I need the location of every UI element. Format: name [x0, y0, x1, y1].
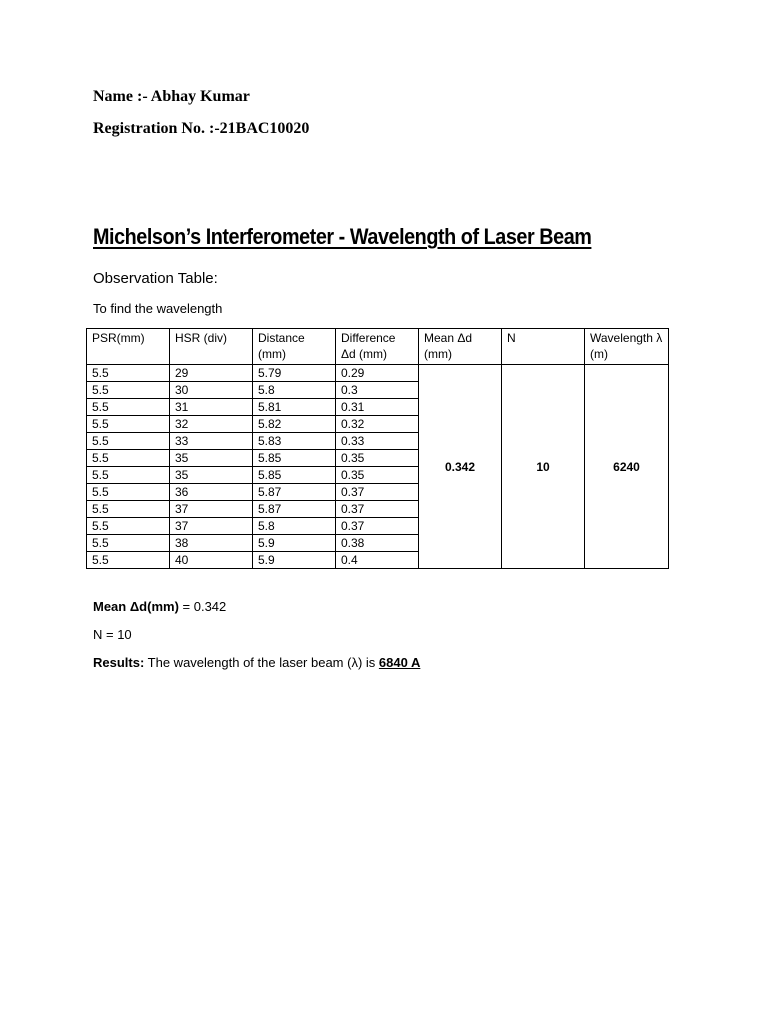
header-distance: Distance (mm) — [253, 329, 336, 365]
table-cell: 0.35 — [336, 467, 419, 484]
table-cell: 5.5 — [87, 450, 170, 467]
table-cell: 0.33 — [336, 433, 419, 450]
mean-value-cell: 0.342 — [419, 365, 502, 569]
table-cell: 5.83 — [253, 433, 336, 450]
wavelength-value-cell: 6240 — [585, 365, 669, 569]
objective-text: To find the wavelength — [93, 301, 223, 316]
table-cell: 5.5 — [87, 535, 170, 552]
table-cell: 5.81 — [253, 399, 336, 416]
table-cell: 5.5 — [87, 365, 170, 382]
table-cell: 5.8 — [253, 518, 336, 535]
table-cell: 30 — [170, 382, 253, 399]
header-n: N — [502, 329, 585, 365]
table-cell: 0.32 — [336, 416, 419, 433]
header-wavelength: Wavelength λ (m) — [585, 329, 669, 365]
table-cell: 5.8 — [253, 382, 336, 399]
table-row — [87, 365, 669, 382]
result-summary — [93, 655, 420, 670]
table-cell: 35 — [170, 467, 253, 484]
table-cell: 36 — [170, 484, 253, 501]
table-cell: 5.5 — [87, 433, 170, 450]
table-cell: 0.37 — [336, 518, 419, 535]
table-cell: 33 — [170, 433, 253, 450]
results-value: 6840 A — [378, 655, 421, 670]
table-cell: 5.5 — [87, 552, 170, 569]
table-cell: 37 — [170, 518, 253, 535]
table-cell: 5.5 — [87, 382, 170, 399]
results-text: The wavelength of the laser beam (λ) is — [144, 655, 379, 670]
n-summary: N = 10 — [93, 627, 132, 642]
table-cell: 0.4 — [336, 552, 419, 569]
table-cell: 5.85 — [253, 467, 336, 484]
table-cell: 0.37 — [336, 501, 419, 518]
table-cell: 5.9 — [253, 552, 336, 569]
table-cell: 5.5 — [87, 416, 170, 433]
table-cell: 38 — [170, 535, 253, 552]
table-cell: 5.9 — [253, 535, 336, 552]
table-cell: 5.82 — [253, 416, 336, 433]
n-value-cell: 10 — [502, 365, 585, 569]
table-cell: 35 — [170, 450, 253, 467]
mean-summary — [93, 599, 226, 614]
table-cell: 5.5 — [87, 467, 170, 484]
table-cell: 0.38 — [336, 535, 419, 552]
table-cell: 5.5 — [87, 484, 170, 501]
table-cell: 0.35 — [336, 450, 419, 467]
mean-summary-label: Mean Δd(mm) — [93, 599, 179, 614]
table-header-row — [87, 329, 669, 365]
table-cell: 5.87 — [253, 484, 336, 501]
header-difference: Difference Δd (mm) — [336, 329, 419, 365]
table-cell: 32 — [170, 416, 253, 433]
table-cell: 5.5 — [87, 518, 170, 535]
observation-heading: Observation Table: — [93, 270, 218, 287]
table-cell: 0.29 — [336, 365, 419, 382]
table-cell: 5.87 — [253, 501, 336, 518]
table-cell: 5.5 — [87, 399, 170, 416]
table-cell: 40 — [170, 552, 253, 569]
table-cell: 5.5 — [87, 501, 170, 518]
table-cell: 29 — [170, 365, 253, 382]
table-cell: 0.37 — [336, 484, 419, 501]
table-cell: 37 — [170, 501, 253, 518]
results-label: Results: — [93, 655, 145, 670]
table-cell: 5.79 — [253, 365, 336, 382]
table-cell: 5.85 — [253, 450, 336, 467]
page-title: Michelson’s Interferometer - Wavelength of Laser Beam — [93, 224, 592, 249]
header-mean: Mean Δd (mm) — [419, 329, 502, 365]
registration-number: Registration No. :-21BAC10020 — [93, 120, 310, 137]
mean-summary-value: = 0.342 — [178, 599, 227, 614]
table-cell: 0.31 — [336, 399, 419, 416]
table-cell: 0.3 — [336, 382, 419, 399]
student-name: Name :- Abhay Kumar — [93, 88, 250, 105]
observation-table — [86, 328, 669, 569]
table-cell: 31 — [170, 399, 253, 416]
header-psr: PSR(mm) — [87, 329, 170, 365]
header-hsr: HSR (div) — [170, 329, 253, 365]
